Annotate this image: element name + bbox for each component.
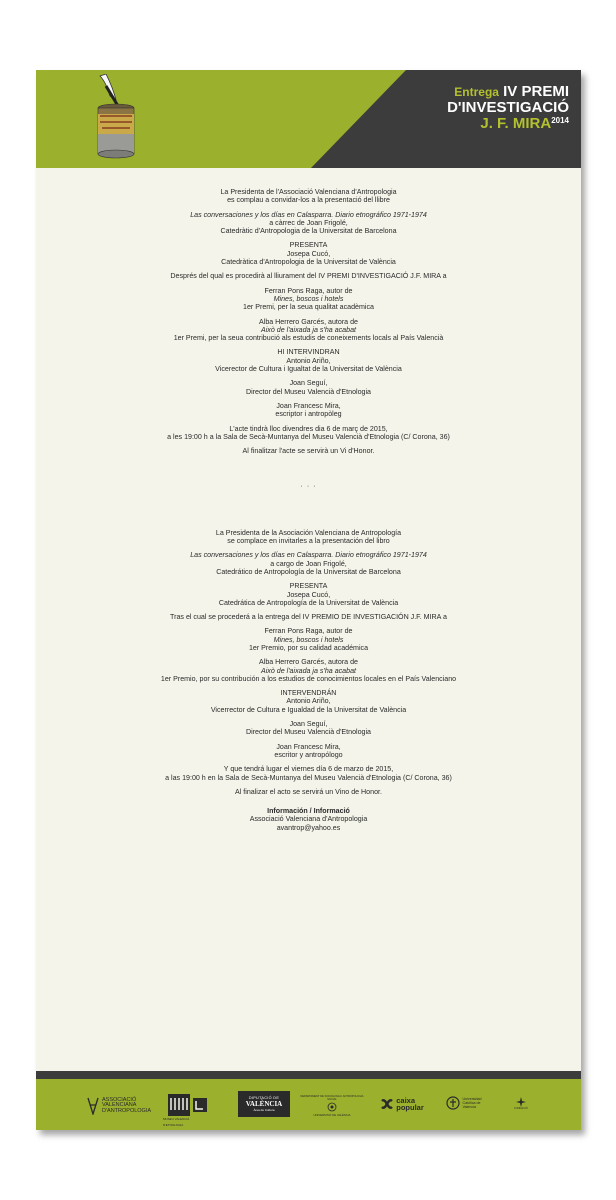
va-presenter-name: Josepa Cucó, (286, 249, 331, 258)
uv-seal-icon (327, 1102, 337, 1112)
museu-mark-icon (193, 1098, 207, 1112)
es-speaker-2 (36, 720, 581, 737)
diputacio-sub: Àrea de Cultura (253, 1108, 275, 1112)
va-presenta-head: PRESENTA (289, 241, 328, 250)
va-when-1: L'acte tindrà lloc divendres dia 6 de març de 2015, (229, 424, 388, 433)
diputacio-main: VALÈNCIA (245, 1100, 283, 1108)
fundacio-label: FUNDACIÓ (514, 1106, 528, 1110)
va-s2-role: Director del Museu Valencià d'Etnologia (245, 387, 372, 396)
contact-info (36, 807, 581, 832)
dept-label: DEPARTAMENT DE SOCIOLOGIA I ANTROPOLOGIA SOCIAL (300, 1095, 364, 1101)
caixa-word-2: popular (396, 1103, 424, 1112)
es-s1-name: Antonio Ariño, (286, 697, 331, 706)
es-w1-work: Mines, boscos i hotels (273, 635, 344, 644)
logo-universitat (300, 1089, 364, 1123)
title-line-2: D'INVESTIGACIÓ (447, 99, 569, 116)
va-w1-prize: 1er Premi, per la seua qualitat acadèmica (243, 303, 374, 312)
uv-label: UNIVERSITAT DE VALÈNCIA (313, 1113, 351, 1117)
ava-label: ASSOCIACIÓ VALENCIANA D'ANTROPOLOGIA (102, 1096, 152, 1114)
logo-diputacio (238, 1091, 290, 1117)
info-org: Associació Valenciana d'Antropologia (249, 815, 368, 824)
va-intro (36, 188, 581, 205)
fundacio-star-icon (516, 1097, 526, 1107)
va-w2-name: Alba Herrero Garcés, autora de (259, 317, 358, 326)
invitation-card (36, 70, 581, 1130)
title-year: 2014 (551, 116, 569, 125)
es-book-author: a cargo de Joan Frigolé, (270, 559, 347, 568)
caixa-knot-icon (380, 1097, 394, 1111)
footer-dark-bar (36, 1071, 581, 1079)
va-when (36, 425, 581, 442)
es-w2-name: Alba Herrero Garcés, autora de (259, 658, 358, 667)
es-speaker-1 (36, 689, 581, 714)
es-book (36, 551, 581, 576)
es-w2-prize: 1er Premio, por su contribución a los estudios de conocimientos locales en el País Valenciano (160, 674, 457, 683)
va-s3-role: escriptor i antropòleg (275, 410, 342, 419)
va-speaker-3 (36, 402, 581, 419)
va-s2-name: Joan Seguí, (289, 379, 328, 388)
paint-can-illustration (90, 74, 142, 166)
caixa-label (396, 1097, 424, 1111)
va-presenter-role: Catedràtica d'Antropologia de la Universitat de València (221, 258, 396, 267)
va-intro-1: La Presidenta de l'Associació Valenciana d'Antropologia (220, 188, 397, 196)
es-when-2: a las 19:00 h en la Sala de Secà-Muntanya del Museu Valencià d'Etnologia (C/ Corona, 36) (165, 773, 452, 782)
es-s3-name: Joan Francesc Mira, (276, 742, 341, 751)
es-w1-prize: 1er Premio, por su calidad académica (248, 643, 369, 652)
va-winner-1 (36, 287, 581, 312)
diputacio-top: DIPUTACIÓ DE (248, 1096, 280, 1100)
es-when-1: Y que tendrá lugar el viernes día 6 de marzo de 2015, (223, 765, 394, 774)
sponsor-footer (36, 1071, 581, 1130)
title-line-3: J. F. MIRA (480, 115, 552, 132)
es-speaker-3 (36, 743, 581, 760)
logo-ucv (444, 1093, 496, 1113)
va-book-author-role: Catedràtic d'Antropologia de la Universitat de Barcelona (220, 227, 397, 236)
es-s2-role: Director del Museu Valencià d'Etnologia (245, 728, 372, 737)
logo-caixa-popular (370, 1095, 434, 1113)
es-intro (36, 529, 581, 546)
es-winner-2 (36, 658, 581, 683)
es-winner-1 (36, 627, 581, 652)
section-separator: · · · (300, 482, 317, 491)
va-w2-work: Això de l'aixada ja s'ha acabat (261, 325, 356, 334)
va-winner-2 (36, 318, 581, 343)
va-speaker-2 (36, 379, 581, 396)
va-s1-name: Antonio Ariño, (286, 356, 331, 365)
logo-fundacio (504, 1091, 538, 1115)
museu-figures-icon (168, 1094, 190, 1116)
va-w1-work: Mines, boscos i hotels (273, 294, 344, 303)
va-s3-name: Joan Francesc Mira, (276, 401, 341, 410)
es-s2-name: Joan Seguí, (289, 720, 328, 729)
logo-ava (84, 1095, 156, 1117)
va-after: Després del qual es procedirà al lliurament del IV PREMI D'INVESTIGACIÓ J.F. MIRA a (170, 272, 447, 281)
es-when (36, 765, 581, 782)
es-closing: Al finalizar el acto se servirá un Vino de Honor. (235, 787, 382, 796)
va-when-2: a les 19:00 h a la Sala de Secà-Muntanya del Museu Valencià d'Etnologia (C/ Corona, 36) (167, 432, 450, 441)
es-presenter-role: Catedrática de Antropología de la Universitat de València (218, 598, 399, 607)
va-book-title: Las conversaciones y los días en Calasparra. Diario etnográfico 1971-1974 (190, 210, 427, 219)
header-banner (36, 70, 581, 168)
es-s1-role: Vicerrector de Cultura e Igualdad de la Universitat de València (210, 705, 407, 714)
ava-figure-icon (86, 1097, 100, 1115)
title-line-1: IV PREMI (503, 83, 569, 100)
va-speaker-1 (36, 348, 581, 373)
invitation-text (36, 188, 581, 838)
va-intro-2: es complau a convidar-los a la presentació del llibre (227, 196, 390, 205)
logo-museu (163, 1093, 211, 1127)
va-presenter (36, 241, 581, 266)
va-speakers-head: HI INTERVINDRAN (277, 348, 340, 357)
es-w2-work: Això de l'aixada ja s'ha acabat (261, 666, 356, 675)
es-intro-2: se complace en invitarles a la presentación del libro (227, 537, 390, 546)
es-speakers-head: INTERVENDRÁN (280, 689, 337, 698)
ucv-label: Universidad Católica de Valencia (462, 1096, 482, 1110)
es-w1-name: Ferran Pons Raga, autor de (264, 627, 353, 636)
title-entrega: Entrega (454, 85, 499, 99)
va-book (36, 211, 581, 236)
museu-label: MUSEU VALENCIÀ D'ETNOLOGIA (163, 1117, 190, 1127)
es-presenter-name: Josepa Cucó, (286, 590, 331, 599)
es-book-author-role: Catedrático de Antropología de la Universitat de Barcelona (216, 567, 401, 576)
event-title (447, 84, 569, 131)
es-s3-role: escritor y antropólogo (274, 750, 343, 759)
caixa-word-1: caixa (396, 1096, 416, 1105)
es-intro-1: La Presidenta de la Asociación Valenciana de Antropología (215, 528, 402, 537)
es-after: Tras el cual se procederá a la entrega del IV PREMIO DE INVESTIGACIÓN J.F. MIRA a (170, 613, 447, 622)
va-w2-prize: 1er Premi, per la seua contribució als estudis de coneixements locals al País Valencià (173, 334, 444, 343)
va-w1-name: Ferran Pons Raga, autor de (264, 286, 353, 295)
va-book-author: a càrrec de Joan Frigolé, (269, 218, 348, 227)
info-email[interactable]: avantrop@yahoo.es (276, 823, 341, 832)
ucv-seal-icon (446, 1096, 460, 1110)
es-presenter (36, 582, 581, 607)
va-s1-role: Vicerector de Cultura i Igualtat de la Universitat de València (215, 365, 402, 374)
es-presenta-head: PRESENTA (289, 582, 328, 591)
info-heading: Información / Informació (267, 807, 350, 816)
es-book-title: Las conversaciones y los días en Calasparra. Diario etnográfico 1971-1974 (190, 551, 427, 560)
va-closing: Al finalitzar l'acte se servirà un Vi d'Honor. (242, 447, 375, 456)
